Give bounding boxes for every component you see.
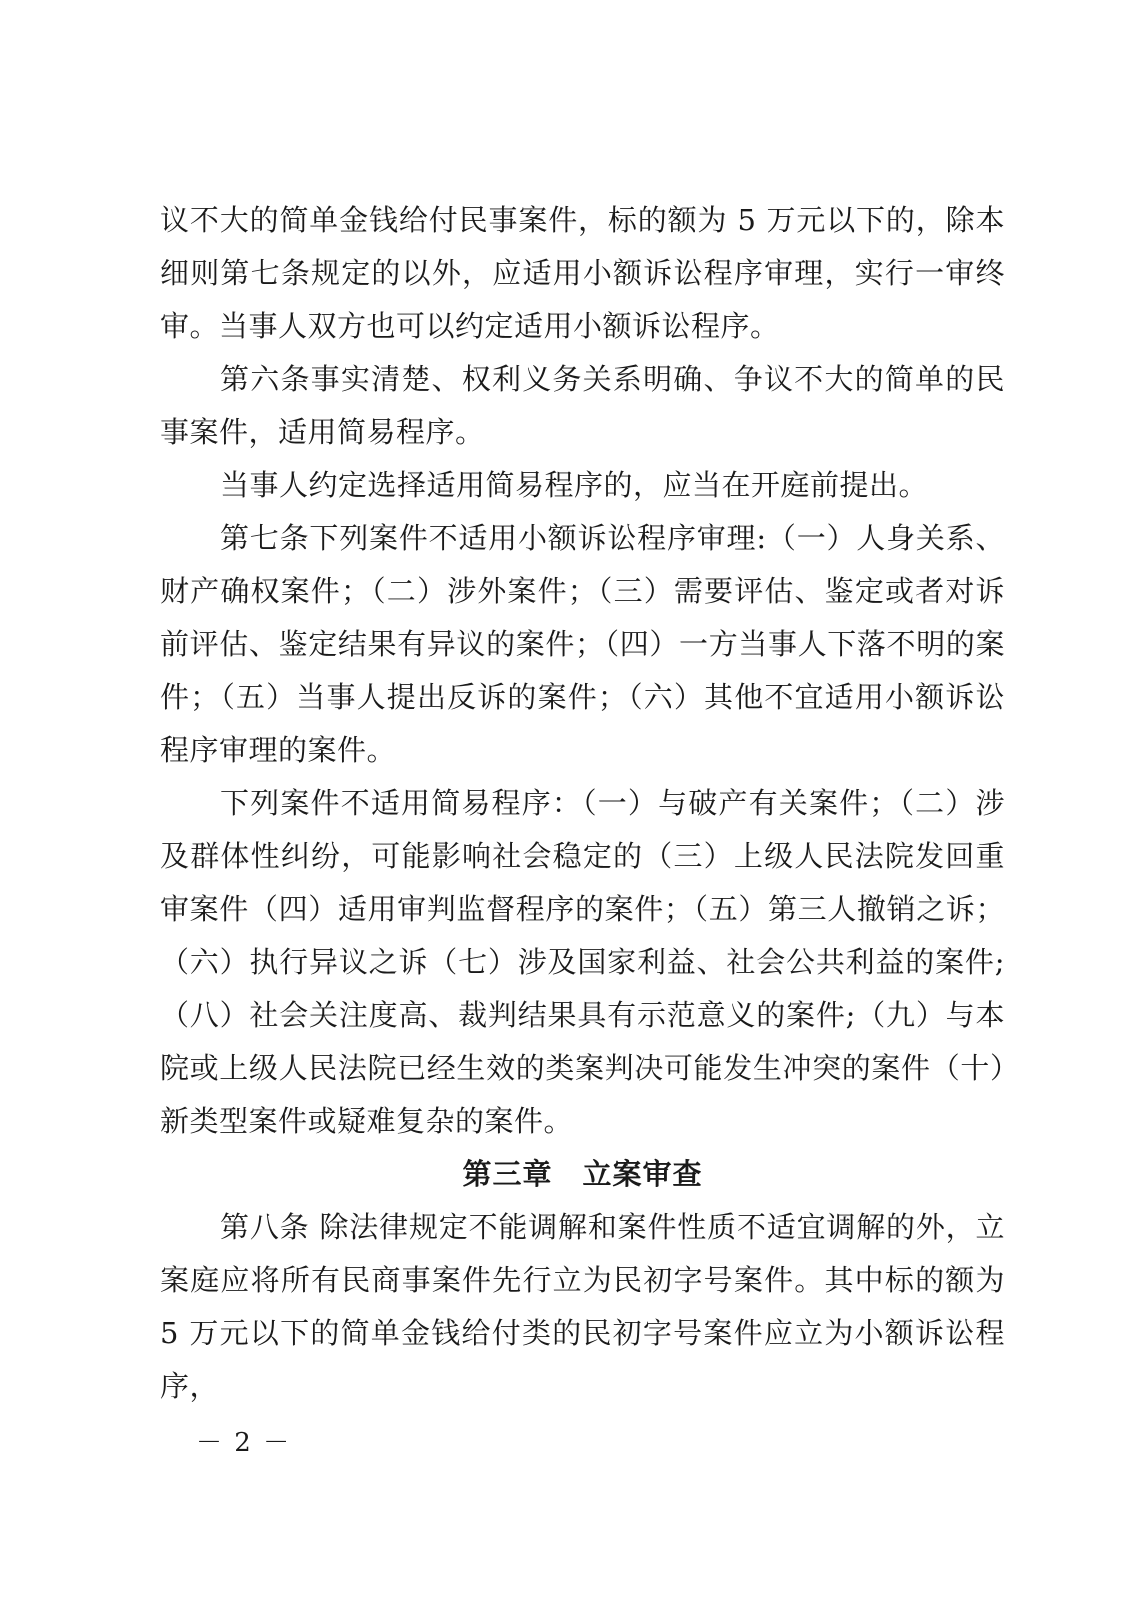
- paragraph-simplified-agreement: 当事人约定选择适用简易程序的，应当在开庭前提出。: [220, 468, 929, 502]
- paragraph-article-7: 第七条下列案件不适用小额诉讼程序审理:（一）人身关系、财产确权案件；（二）涉外案件；（三）需要评估、鉴定或者对诉前评估、鉴定结果有异议的案件；（四）一方当事人下落不明的案件；（五）当事人提出反诉的案件；（六）其他不宜适用小额诉讼程序审理的案件。: [160, 521, 1005, 767]
- paragraph-article-6: 第六条事实清楚、权利义务关系明确、争议不大的简单的民事案件，适用简易程序。: [160, 362, 1005, 449]
- chapter-title: 第三章 立案审查: [462, 1157, 703, 1191]
- paragraph-simplified-exclusions: 下列案件不适用简易程序：（一）与破产有关案件；（二）涉及群体性纠纷，可能影响社会稳定的（三）上级人民法院发回重审案件（四）适用审判监督程序的案件；（五）第三人撤销之诉；（六）执行异议之诉（七）涉及国家利益、社会公共利益的案件;（八）社会关注度高、裁判结果具有示范意义的案件;（九）与本院或上级人民法院已经生效的类案判决可能发生冲突的案件（十）新类型案件或疑难复杂的案件。: [160, 786, 1005, 1138]
- document-body: [160, 194, 1005, 1413]
- paragraph-article-8: 第八条 除法律规定不能调解和案件性质不适宜调解的外，立案庭应将所有民商事案件先行立为民初字号案件。其中标的额为 5 万元以下的简单金钱给付类的民初字号案件应立为小额诉讼程序，: [160, 1210, 1005, 1403]
- paragraph-continued: 议不大的简单金钱给付民事案件，标的额为 5 万元以下的，除本细则第七条规定的以外，应适用小额诉讼程序审理，实行一审终审。当事人双方也可以约定适用小额诉讼程序。: [160, 203, 1005, 343]
- page-number: － 2 －: [196, 1428, 292, 1458]
